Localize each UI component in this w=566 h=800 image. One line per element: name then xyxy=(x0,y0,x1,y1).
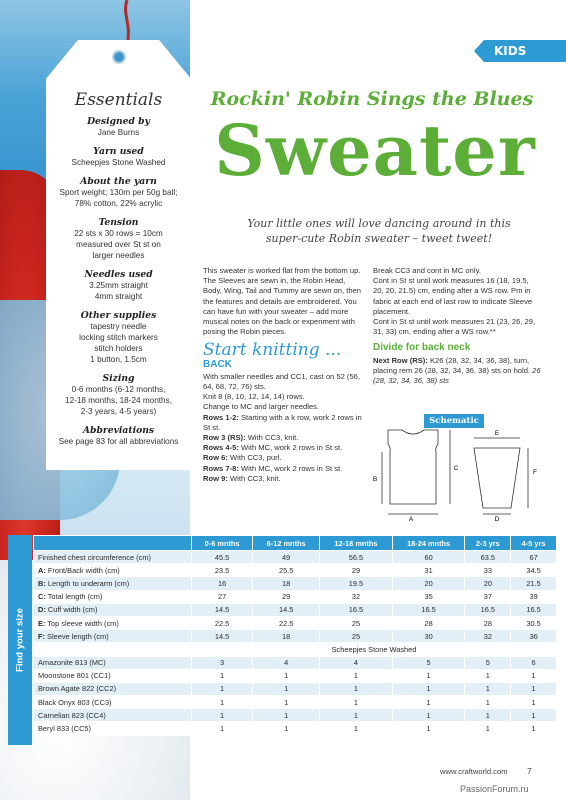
value-cell: 34.5 xyxy=(511,564,557,577)
value-cell: 23.5 xyxy=(192,564,253,577)
essentials-panel xyxy=(46,90,191,447)
value-cell: 27 xyxy=(192,590,253,603)
row-label: Sleeve length (cm) xyxy=(44,631,109,641)
yarn-row xyxy=(34,709,557,722)
instruction xyxy=(203,474,363,484)
row-text: With MC, work 2 rows in St st. xyxy=(238,443,343,453)
yarn-row xyxy=(34,682,557,695)
pattern-subtitle: Rockin' Robin Sings the Blues xyxy=(210,88,534,110)
yarn-row xyxy=(34,696,557,709)
value-cell: 16 xyxy=(192,577,253,590)
instruction xyxy=(203,443,363,453)
tag-string xyxy=(120,0,134,44)
essentials-title: Essentials xyxy=(74,90,163,110)
other-supplies-heading: Other supplies xyxy=(80,310,157,321)
row-label-cell xyxy=(34,564,192,577)
table-row xyxy=(34,603,557,616)
instruction xyxy=(203,433,363,443)
value-cell: 1 xyxy=(192,682,253,695)
row-label: Row 3 (RS): xyxy=(203,433,246,443)
yarn-label-cell: Amazonite 813 (MC) xyxy=(34,656,192,669)
body-column-2 xyxy=(373,266,541,386)
tag-hole xyxy=(112,50,126,64)
value-cell: 1 xyxy=(192,696,253,709)
about-yarn-heading: About the yarn xyxy=(80,176,157,187)
divide-back-neck-heading: Divide for back neck xyxy=(373,342,471,354)
value-cell: 22.5 xyxy=(253,616,320,629)
yarn-header-cell: Scheepjes Stone Washed xyxy=(192,643,557,656)
value-cell: 1 xyxy=(392,682,465,695)
row-label: Next Row (RS): xyxy=(373,355,428,365)
value-cell: 33 xyxy=(465,564,511,577)
value-cell: 1 xyxy=(392,722,465,735)
value-cell: 37 xyxy=(465,590,511,603)
value-cell: 60 xyxy=(392,551,465,564)
row-prefix: F: xyxy=(38,631,45,641)
value-cell: 1 xyxy=(320,669,393,682)
value-cell: 1 xyxy=(253,669,320,682)
yarn-row xyxy=(34,656,557,669)
value-cell: 1 xyxy=(320,709,393,722)
table-row xyxy=(34,577,557,590)
footer-url: www.craftworld.com xyxy=(440,767,508,776)
instruction: Break CC3 and cont in MC only. xyxy=(373,266,481,275)
watermark: PassionForum.ru xyxy=(460,784,529,794)
row-label: Top sleeve width (cm) xyxy=(45,618,119,628)
value-cell: 1 xyxy=(511,696,557,709)
value-cell: 1 xyxy=(465,709,511,722)
abbreviations-heading: Abbreviations xyxy=(82,425,155,436)
row-text: Starting with a k row, work 2 rows in St st. xyxy=(203,412,362,432)
value-cell: 35 xyxy=(392,590,465,603)
value-cell: 18 xyxy=(253,577,320,590)
tension-line: 22 sts x 30 rows = 10cm xyxy=(74,229,163,238)
table-header-row xyxy=(34,536,557,551)
value-cell: 30.5 xyxy=(511,616,557,629)
value-cell: 1 xyxy=(392,669,465,682)
needles-line: 4mm straight xyxy=(94,292,143,301)
table-row xyxy=(34,590,557,603)
yarn-label-cell: Moonstone 801 (CC1) xyxy=(34,669,192,682)
value-cell: 1 xyxy=(511,722,557,735)
value-cell: 29 xyxy=(320,564,393,577)
intro-paragraph: This sweater is worked flat from the bottom up. The Sleeves are sewn in, the Robin Head, Body, Wing, Tail and Tummy are sewn on, then the features and details are embroidered. You can have fun with your sweater – add more musical notes on the back or experiment with posing the Robin pieces. xyxy=(203,266,361,337)
row-label-cell xyxy=(34,630,192,643)
value-cell: 30 xyxy=(392,630,465,643)
blank-cell xyxy=(34,643,192,656)
intro-line: Your little ones will love dancing around in this xyxy=(247,217,511,230)
value-cell: 4 xyxy=(320,656,393,669)
value-cell: 1 xyxy=(511,682,557,695)
dim-c-label: C xyxy=(453,465,459,472)
row-prefix: B: xyxy=(38,578,46,588)
instruction xyxy=(373,356,541,387)
value-cell: 1 xyxy=(253,722,320,735)
row-prefix: E: xyxy=(38,618,46,628)
row-text: With MC, work 2 rows in St st. xyxy=(238,463,343,473)
body-column-1 xyxy=(203,266,363,484)
value-cell: 1 xyxy=(320,682,393,695)
row-label: Front/Back width (cm) xyxy=(45,565,120,575)
value-cell: 1 xyxy=(465,722,511,735)
sleeve-outline xyxy=(474,448,520,508)
instruction: Cont in St st until work measures 21 (23, 26, 29, 31, 33) cm, ending after a WS row.** xyxy=(373,317,536,337)
table-header-cell: 12-18 mnths xyxy=(320,536,393,551)
value-cell: 32 xyxy=(320,590,393,603)
size-table xyxy=(33,535,557,736)
value-cell: 1 xyxy=(465,696,511,709)
instruction: With smaller needles and CC1, cast on 52 (56, 64, 68, 72, 76) sts. xyxy=(203,371,361,392)
supplies-line: tapestry needle xyxy=(90,322,147,331)
value-cell: 1 xyxy=(465,682,511,695)
about-yarn-line: Sport weight; 130m per 50g ball; xyxy=(59,188,178,197)
schematic-label: Schematic xyxy=(424,414,484,428)
table-row xyxy=(34,564,557,577)
table-row xyxy=(34,616,557,629)
value-cell: 5 xyxy=(392,656,465,669)
value-cell: 45.5 xyxy=(192,551,253,564)
back-heading: BACK xyxy=(203,358,232,370)
value-cell: 1 xyxy=(192,709,253,722)
instruction xyxy=(203,453,363,463)
row-text: With CC3, knit. xyxy=(227,473,281,483)
value-cell: 20 xyxy=(392,577,465,590)
row-text: K26 (28, 32, 34, 36, 38), turn, placing rem 26 (28, 32, 34, 36, 38) sts on hold. xyxy=(373,355,533,375)
dim-f-label: F xyxy=(533,469,537,476)
sizing-heading: Sizing xyxy=(102,373,135,384)
yarn-row xyxy=(34,669,557,682)
value-cell: 1 xyxy=(320,696,393,709)
row-text: With CC3, knit. xyxy=(245,433,299,443)
intro-line: super-cute Robin sweater – tweet tweet! xyxy=(265,232,493,245)
value-cell: 1 xyxy=(253,696,320,709)
designer-name: Jane Burns xyxy=(97,128,140,137)
row-label-cell xyxy=(34,616,192,629)
sizing-line: 0-6 months (6-12 months, xyxy=(71,385,166,394)
intro-text xyxy=(214,216,544,246)
instruction xyxy=(203,413,363,433)
value-cell: 1 xyxy=(465,669,511,682)
start-knitting-heading: Start knitting ... xyxy=(203,340,342,361)
yarn-used-text: Scheepjes Stone Washed xyxy=(71,158,166,167)
find-your-size-tab xyxy=(8,535,32,745)
table-header-cell: 6-12 mnths xyxy=(253,536,320,551)
value-cell: 14.5 xyxy=(253,603,320,616)
table-header-cell: 2-3 yrs xyxy=(465,536,511,551)
value-cell: 22.5 xyxy=(192,616,253,629)
value-cell: 18 xyxy=(253,630,320,643)
instruction xyxy=(203,464,363,474)
value-cell: 1 xyxy=(511,709,557,722)
yarn-label-cell: Black Onyx 803 (CC3) xyxy=(34,696,192,709)
stitch-count: 26 (28, 32, 34, 36, 38) sts xyxy=(373,365,541,386)
value-cell: 1 xyxy=(192,669,253,682)
instruction: Cont in St st until work measures 16 (18, 19.5, 20, 20, 21.5) cm, ending after a WS row. Pm in fabric at each end of last row to indicate Sleeve placement. xyxy=(373,276,533,316)
supplies-line: stitch holders xyxy=(94,344,143,353)
value-cell: 1 xyxy=(253,682,320,695)
instruction: Change to MC and larger needles. xyxy=(203,402,320,412)
value-cell: 16.5 xyxy=(320,603,393,616)
value-cell: 1 xyxy=(392,696,465,709)
tension-heading: Tension xyxy=(98,217,139,228)
value-cell: 14.5 xyxy=(192,630,253,643)
value-cell: 20 xyxy=(465,577,511,590)
value-cell: 67 xyxy=(511,551,557,564)
table-header-cell: 0-6 mnths xyxy=(192,536,253,551)
body-outline xyxy=(388,430,438,504)
about-yarn-line: 78% cotton, 22% acrylic xyxy=(74,199,163,208)
dim-a-label: A xyxy=(408,516,414,523)
instruction: Knit 8 (8, 10, 12, 14, 14) rows. xyxy=(203,392,305,402)
row-prefix: D: xyxy=(38,605,46,615)
sizing-line: 2-3 years, 4-5 years) xyxy=(80,407,157,416)
value-cell: 1 xyxy=(511,669,557,682)
value-cell: 19.5 xyxy=(320,577,393,590)
tension-line: larger needles xyxy=(92,251,145,260)
value-cell: 1 xyxy=(253,709,320,722)
value-cell: 16.5 xyxy=(392,603,465,616)
needles-heading: Needles used xyxy=(84,269,153,280)
yarn-used-heading: Yarn used xyxy=(93,146,144,157)
find-your-size-label: Find your size xyxy=(14,608,26,672)
row-label-cell xyxy=(34,577,192,590)
value-cell: 25.5 xyxy=(253,564,320,577)
value-cell: 3 xyxy=(192,656,253,669)
value-cell: 16.5 xyxy=(511,603,557,616)
value-cell: 32 xyxy=(465,630,511,643)
section-tab-kids: KIDS xyxy=(484,40,566,62)
value-cell: 21.5 xyxy=(511,577,557,590)
dim-b-label: B xyxy=(372,476,378,483)
value-cell: 29 xyxy=(253,590,320,603)
dim-d-label: D xyxy=(494,516,500,523)
sizing-line: 12-18 months, 18-24 months, xyxy=(65,396,172,405)
value-cell: 6 xyxy=(511,656,557,669)
supplies-line: 1 button, 1.5cm xyxy=(90,355,147,364)
row-label: Rows 4-5: xyxy=(203,443,239,453)
value-cell: 56.5 xyxy=(320,551,393,564)
yarn-label-cell: Brown Agate 822 (CC2) xyxy=(34,682,192,695)
value-cell: 25 xyxy=(320,630,393,643)
row-label: Row 9: xyxy=(203,473,228,483)
row-prefix: A: xyxy=(38,565,46,575)
value-cell: 1 xyxy=(320,722,393,735)
value-cell: 63.5 xyxy=(465,551,511,564)
value-cell: 5 xyxy=(465,656,511,669)
yarn-header-row xyxy=(34,643,557,656)
value-cell: 39 xyxy=(511,590,557,603)
row-label: Cuff width (cm) xyxy=(45,605,98,615)
value-cell: 14.5 xyxy=(192,603,253,616)
value-cell: 1 xyxy=(392,709,465,722)
row-label: Rows 7-8: xyxy=(203,463,239,473)
row-label: Rows 1-2: xyxy=(203,412,239,422)
row-label: Finished chest circumference (cm) xyxy=(38,552,151,562)
yarn-label-cell: Carnelian 823 (CC4) xyxy=(34,709,192,722)
designed-by-heading: Designed by xyxy=(87,116,150,127)
row-label: Row 6: xyxy=(203,453,228,463)
table-header-cell xyxy=(34,536,192,551)
row-prefix: C: xyxy=(38,592,46,602)
row-label-cell xyxy=(34,590,192,603)
table-header-cell: 18-24 mnths xyxy=(392,536,465,551)
value-cell: 28 xyxy=(392,616,465,629)
value-cell: 16.5 xyxy=(465,603,511,616)
yarn-row xyxy=(34,722,557,735)
row-label-cell xyxy=(34,603,192,616)
value-cell: 4 xyxy=(253,656,320,669)
value-cell: 25 xyxy=(320,616,393,629)
needles-line: 3.25mm straight xyxy=(89,281,148,290)
table-row xyxy=(34,630,557,643)
value-cell: 49 xyxy=(253,551,320,564)
pattern-title: Sweater xyxy=(214,109,536,192)
value-cell: 1 xyxy=(192,722,253,735)
yarn-label-cell: Beryl 833 (CC5) xyxy=(34,722,192,735)
dim-e-label: E xyxy=(494,430,500,437)
row-label: Total length (cm) xyxy=(45,592,103,602)
supplies-line: locking stitch markers xyxy=(79,333,158,342)
row-label-cell xyxy=(34,551,192,564)
page-number: 7 xyxy=(527,766,532,776)
row-text: With CC3, purl. xyxy=(227,453,282,463)
tension-line: measured over St st on xyxy=(76,240,161,249)
table-row xyxy=(34,551,557,564)
value-cell: 36 xyxy=(511,630,557,643)
schematic-diagram xyxy=(370,424,550,524)
abbreviations-text: See page 83 for all abbreviations xyxy=(58,437,179,446)
value-cell: 28 xyxy=(465,616,511,629)
value-cell: 31 xyxy=(392,564,465,577)
row-label: Length to underarm (cm) xyxy=(45,578,130,588)
table-header-cell: 4-5 yrs xyxy=(511,536,557,551)
